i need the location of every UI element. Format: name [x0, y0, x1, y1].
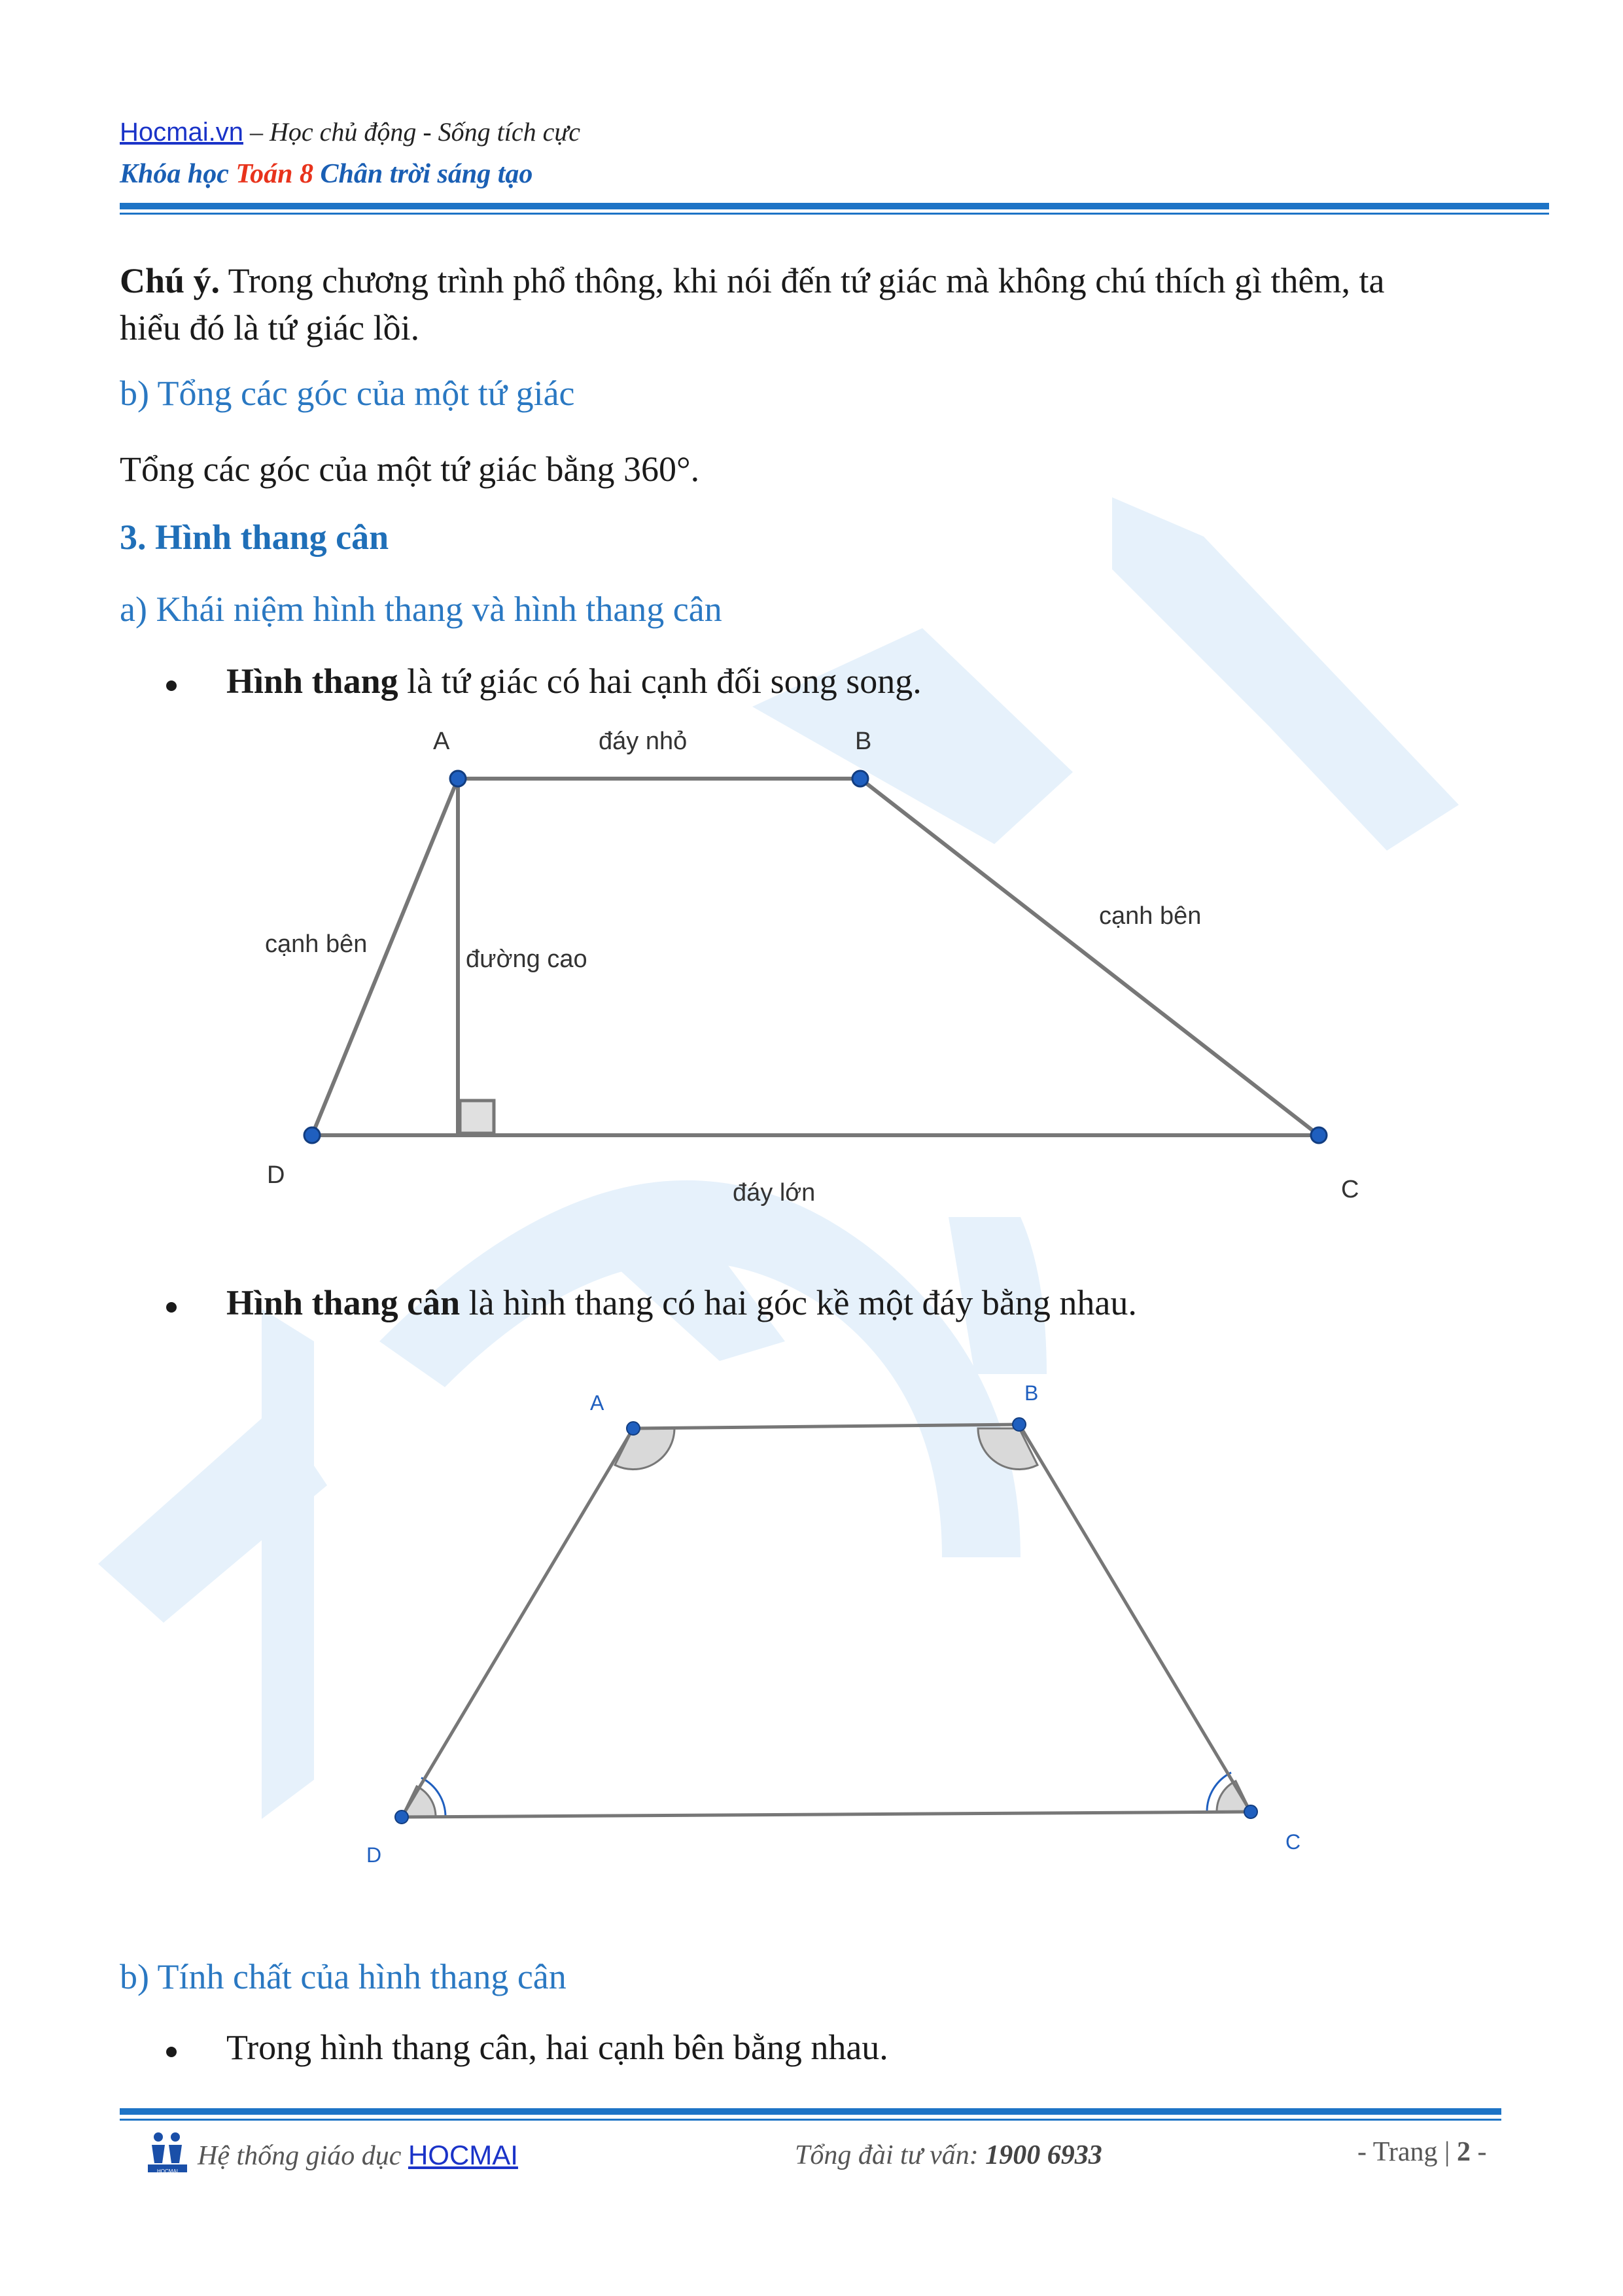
- sum-angles-statement: Tổng các góc của một tứ giác bằng 360°.: [120, 450, 700, 489]
- logo-text: HOCMAI: [157, 2168, 178, 2174]
- label-small-base: đáy nhỏ: [599, 728, 688, 755]
- angle-mark-A: [615, 1428, 674, 1470]
- label-height: đường cao: [466, 945, 587, 973]
- footer-hotline: [795, 2140, 1102, 2171]
- footer-rule-thin: [120, 2119, 1501, 2121]
- header-slogan: – Học chủ động - Sống tích cực: [243, 117, 580, 147]
- edge-CD: [402, 1812, 1251, 1817]
- footer-org-link[interactable]: HOCMAI: [408, 2140, 518, 2170]
- edge-DA: [402, 1428, 633, 1817]
- note-text-1: Trong chương trình phổ thông, khi nói đến tứ giác mà không chú thích gì thêm, ta: [220, 261, 1385, 300]
- note-label: Chú ý.: [120, 261, 220, 300]
- page-prefix: - Trang |: [1357, 2137, 1457, 2167]
- label-right-leg: cạnh bên: [1099, 902, 1202, 930]
- page-suffix: -: [1470, 2137, 1487, 2167]
- isosceles-definition: là hình thang có hai góc kề một đáy bằng nhau.: [460, 1283, 1137, 1322]
- subheading-definition: a) Khái niệm hình thang và hình thang cân: [120, 590, 722, 629]
- bullet-dot: [166, 2047, 177, 2057]
- footer-hotline-label: Tổng đài tư vấn:: [795, 2140, 986, 2170]
- vertex-C: [1244, 1805, 1257, 1818]
- label-C: C: [1285, 1830, 1301, 1854]
- angle-mark-B: [978, 1428, 1038, 1470]
- site-link[interactable]: Hocmai.vn: [120, 118, 243, 147]
- hocmai-logo: [145, 2130, 190, 2176]
- vertex-A: [627, 1422, 640, 1435]
- angle-marks: [402, 1428, 1251, 1817]
- subheading-properties: b) Tính chất của hình thang cân: [120, 1957, 567, 1996]
- isosceles-edges: [402, 1424, 1251, 1817]
- label-A: A: [590, 1391, 604, 1415]
- footer-org-prefix: Hệ thống giáo dục: [198, 2141, 408, 2171]
- term-isosceles-trapezoid: Hình thang cân: [226, 1283, 461, 1322]
- label-large-base: đáy lớn: [733, 1179, 816, 1207]
- vertex-B: [1013, 1418, 1026, 1431]
- heading-isosceles-trapezoid: 3. Hình thang cân: [120, 518, 389, 557]
- label-left-leg: cạnh bên: [265, 930, 368, 958]
- note-line-2: hiểu đó là tứ giác lồi.: [120, 308, 420, 347]
- label-B: B: [855, 728, 872, 755]
- term-trapezoid: Hình thang: [226, 662, 398, 701]
- trapezoid-definition: là tứ giác có hai cạnh đối song song.: [398, 662, 922, 701]
- course-prefix: Khóa học: [120, 159, 236, 189]
- property-legs-text: Trong hình thang cân, hai cạnh bên bằng nhau.: [226, 2028, 888, 2067]
- heading-sum-angles: b) Tổng các góc của một tứ giác: [120, 374, 575, 413]
- angle-arcs-blue: [421, 1773, 1231, 1817]
- label-D: D: [366, 1843, 382, 1867]
- label-C: C: [1341, 1176, 1359, 1203]
- page-number-label: [1357, 2136, 1486, 2168]
- label-A: A: [433, 728, 450, 755]
- label-D: D: [267, 1161, 285, 1189]
- footer-org: [198, 2140, 518, 2172]
- course-subject: Toán 8: [236, 159, 314, 189]
- edge-AB: [633, 1424, 1019, 1428]
- edge-BC: [1019, 1424, 1251, 1812]
- course-suffix: Chân trời sáng tạo: [313, 159, 533, 189]
- label-B: B: [1024, 1381, 1039, 1405]
- footer-hotline-number: 1900 6933: [985, 2140, 1102, 2170]
- vertex-D: [395, 1810, 408, 1824]
- footer-rule-thick: [120, 2108, 1501, 2115]
- isosceles-vertices: [395, 1418, 1257, 1824]
- page-number: 2: [1456, 2137, 1471, 2167]
